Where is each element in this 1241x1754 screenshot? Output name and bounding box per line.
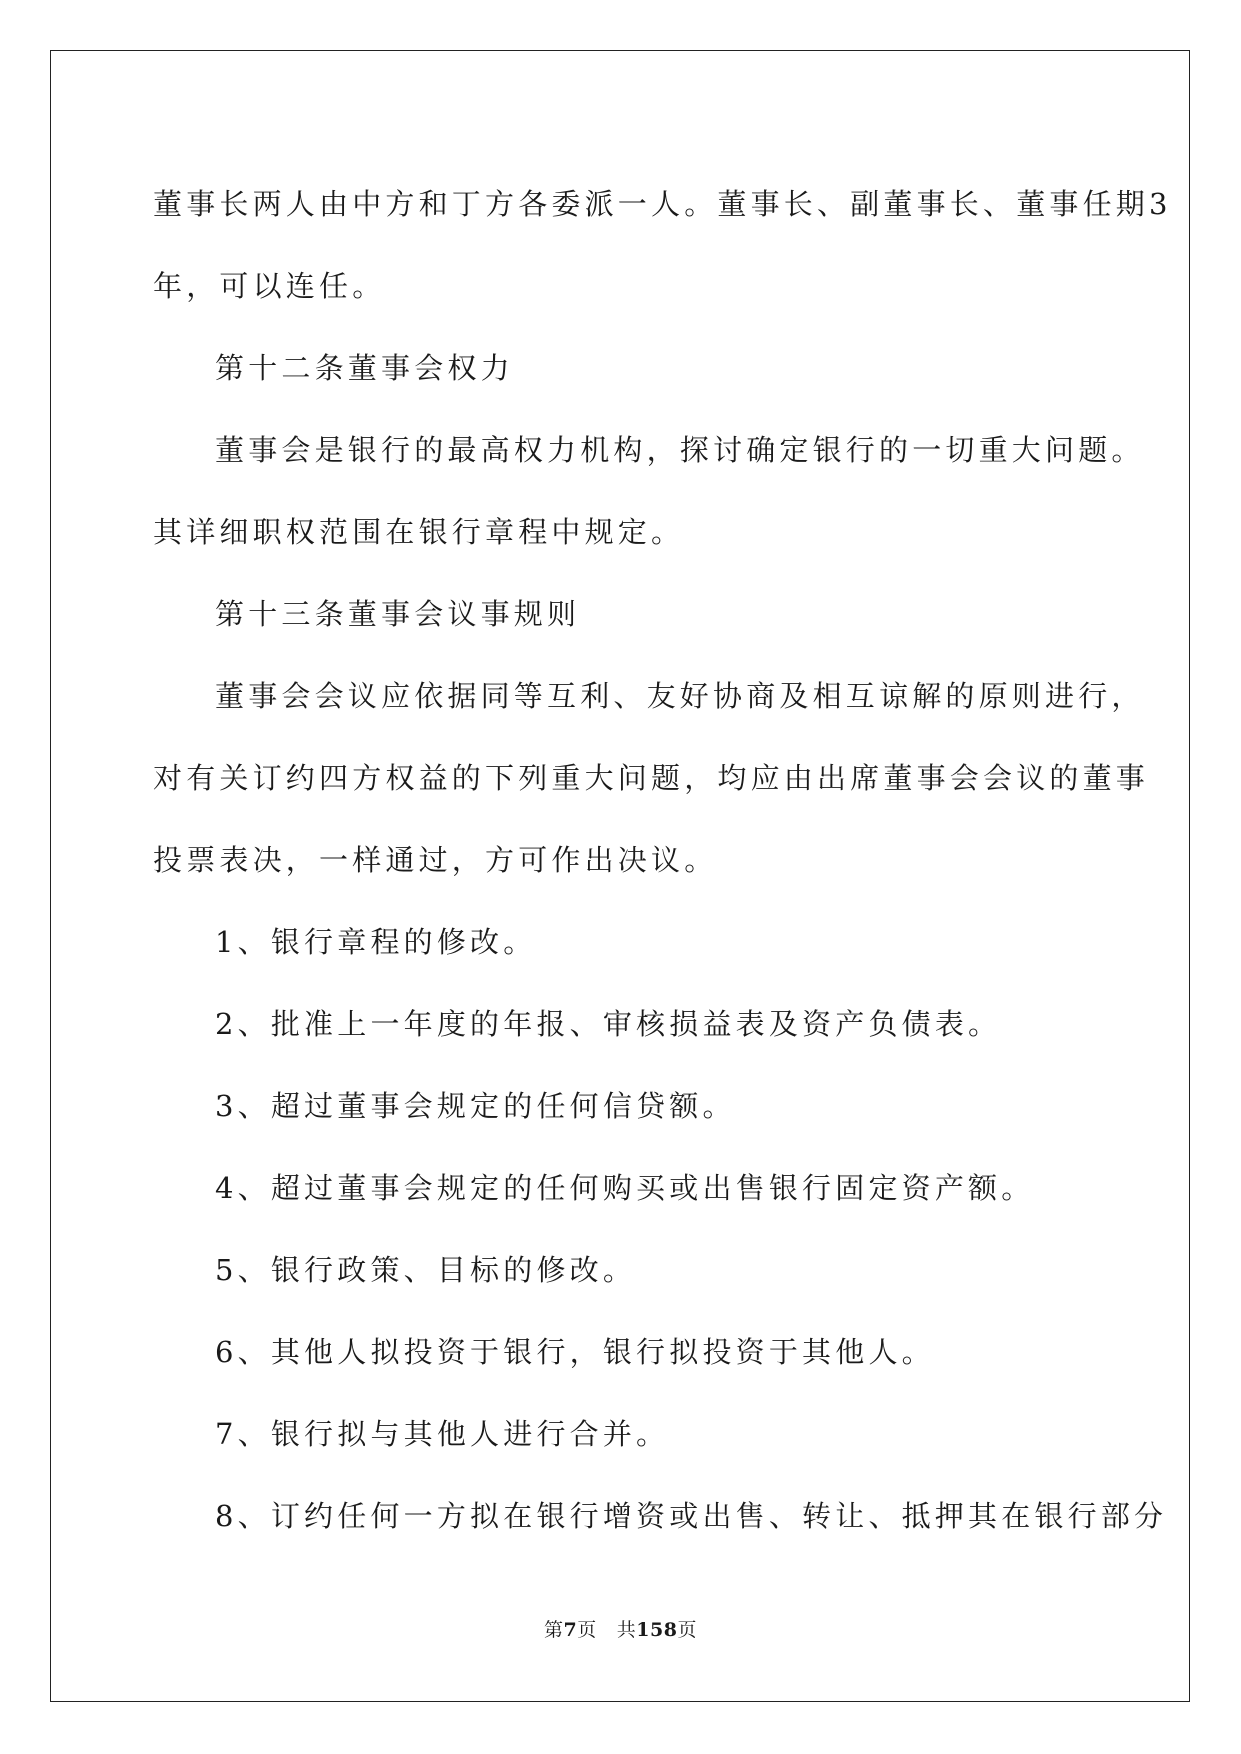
body-line: 董事会会议应依据同等互利、友好协商及相互谅解的原则进行， bbox=[215, 679, 1145, 713]
list-item: 7、银行拟与其他人进行合并。 bbox=[215, 1417, 670, 1451]
list-item: 3、超过董事会规定的任何信贷额。 bbox=[215, 1089, 736, 1123]
section-heading: 第十二条董事会权力 bbox=[215, 351, 514, 385]
list-item: 4、超过董事会规定的任何购买或出售银行固定资产额。 bbox=[215, 1171, 1035, 1205]
body-line: 董事长两人由中方和丁方各委派一人。董事长、副董事长、董事任期3 bbox=[153, 187, 1172, 221]
body-line: 董事会是银行的最高权力机构，探讨确定银行的一切重大问题。 bbox=[215, 433, 1145, 467]
page-number: 7 bbox=[563, 1619, 578, 1641]
body-line: 对有关订约四方权益的下列重大问题，均应由出席董事会会议的董事 bbox=[153, 761, 1150, 795]
list-item: 5、银行政策、目标的修改。 bbox=[215, 1253, 637, 1287]
list-item: 6、其他人拟投资于银行，银行拟投资于其他人。 bbox=[215, 1335, 935, 1369]
total-prefix: 共 bbox=[616, 1619, 637, 1641]
section-heading: 第十三条董事会议事规则 bbox=[215, 597, 581, 631]
page-suffix: 页 bbox=[577, 1619, 597, 1641]
list-item: 1、银行章程的修改。 bbox=[215, 925, 537, 959]
document-body bbox=[153, 163, 1172, 1557]
page-footer bbox=[0, 1615, 1241, 1642]
list-item: 8、订约任何一方拟在银行增资或出售、转让、抵押其在银行部分 bbox=[215, 1499, 1168, 1533]
total-pages: 158 bbox=[636, 1619, 678, 1641]
body-line: 其详细职权范围在银行章程中规定。 bbox=[153, 515, 685, 549]
body-line: 投票表决，一样通过，方可作出决议。 bbox=[153, 843, 718, 877]
total-suffix: 页 bbox=[677, 1619, 697, 1641]
list-item: 2、批准上一年度的年报、审核损益表及资产负债表。 bbox=[215, 1007, 1002, 1041]
page-prefix: 第 bbox=[544, 1619, 564, 1641]
body-line: 年，可以连任。 bbox=[153, 269, 386, 303]
